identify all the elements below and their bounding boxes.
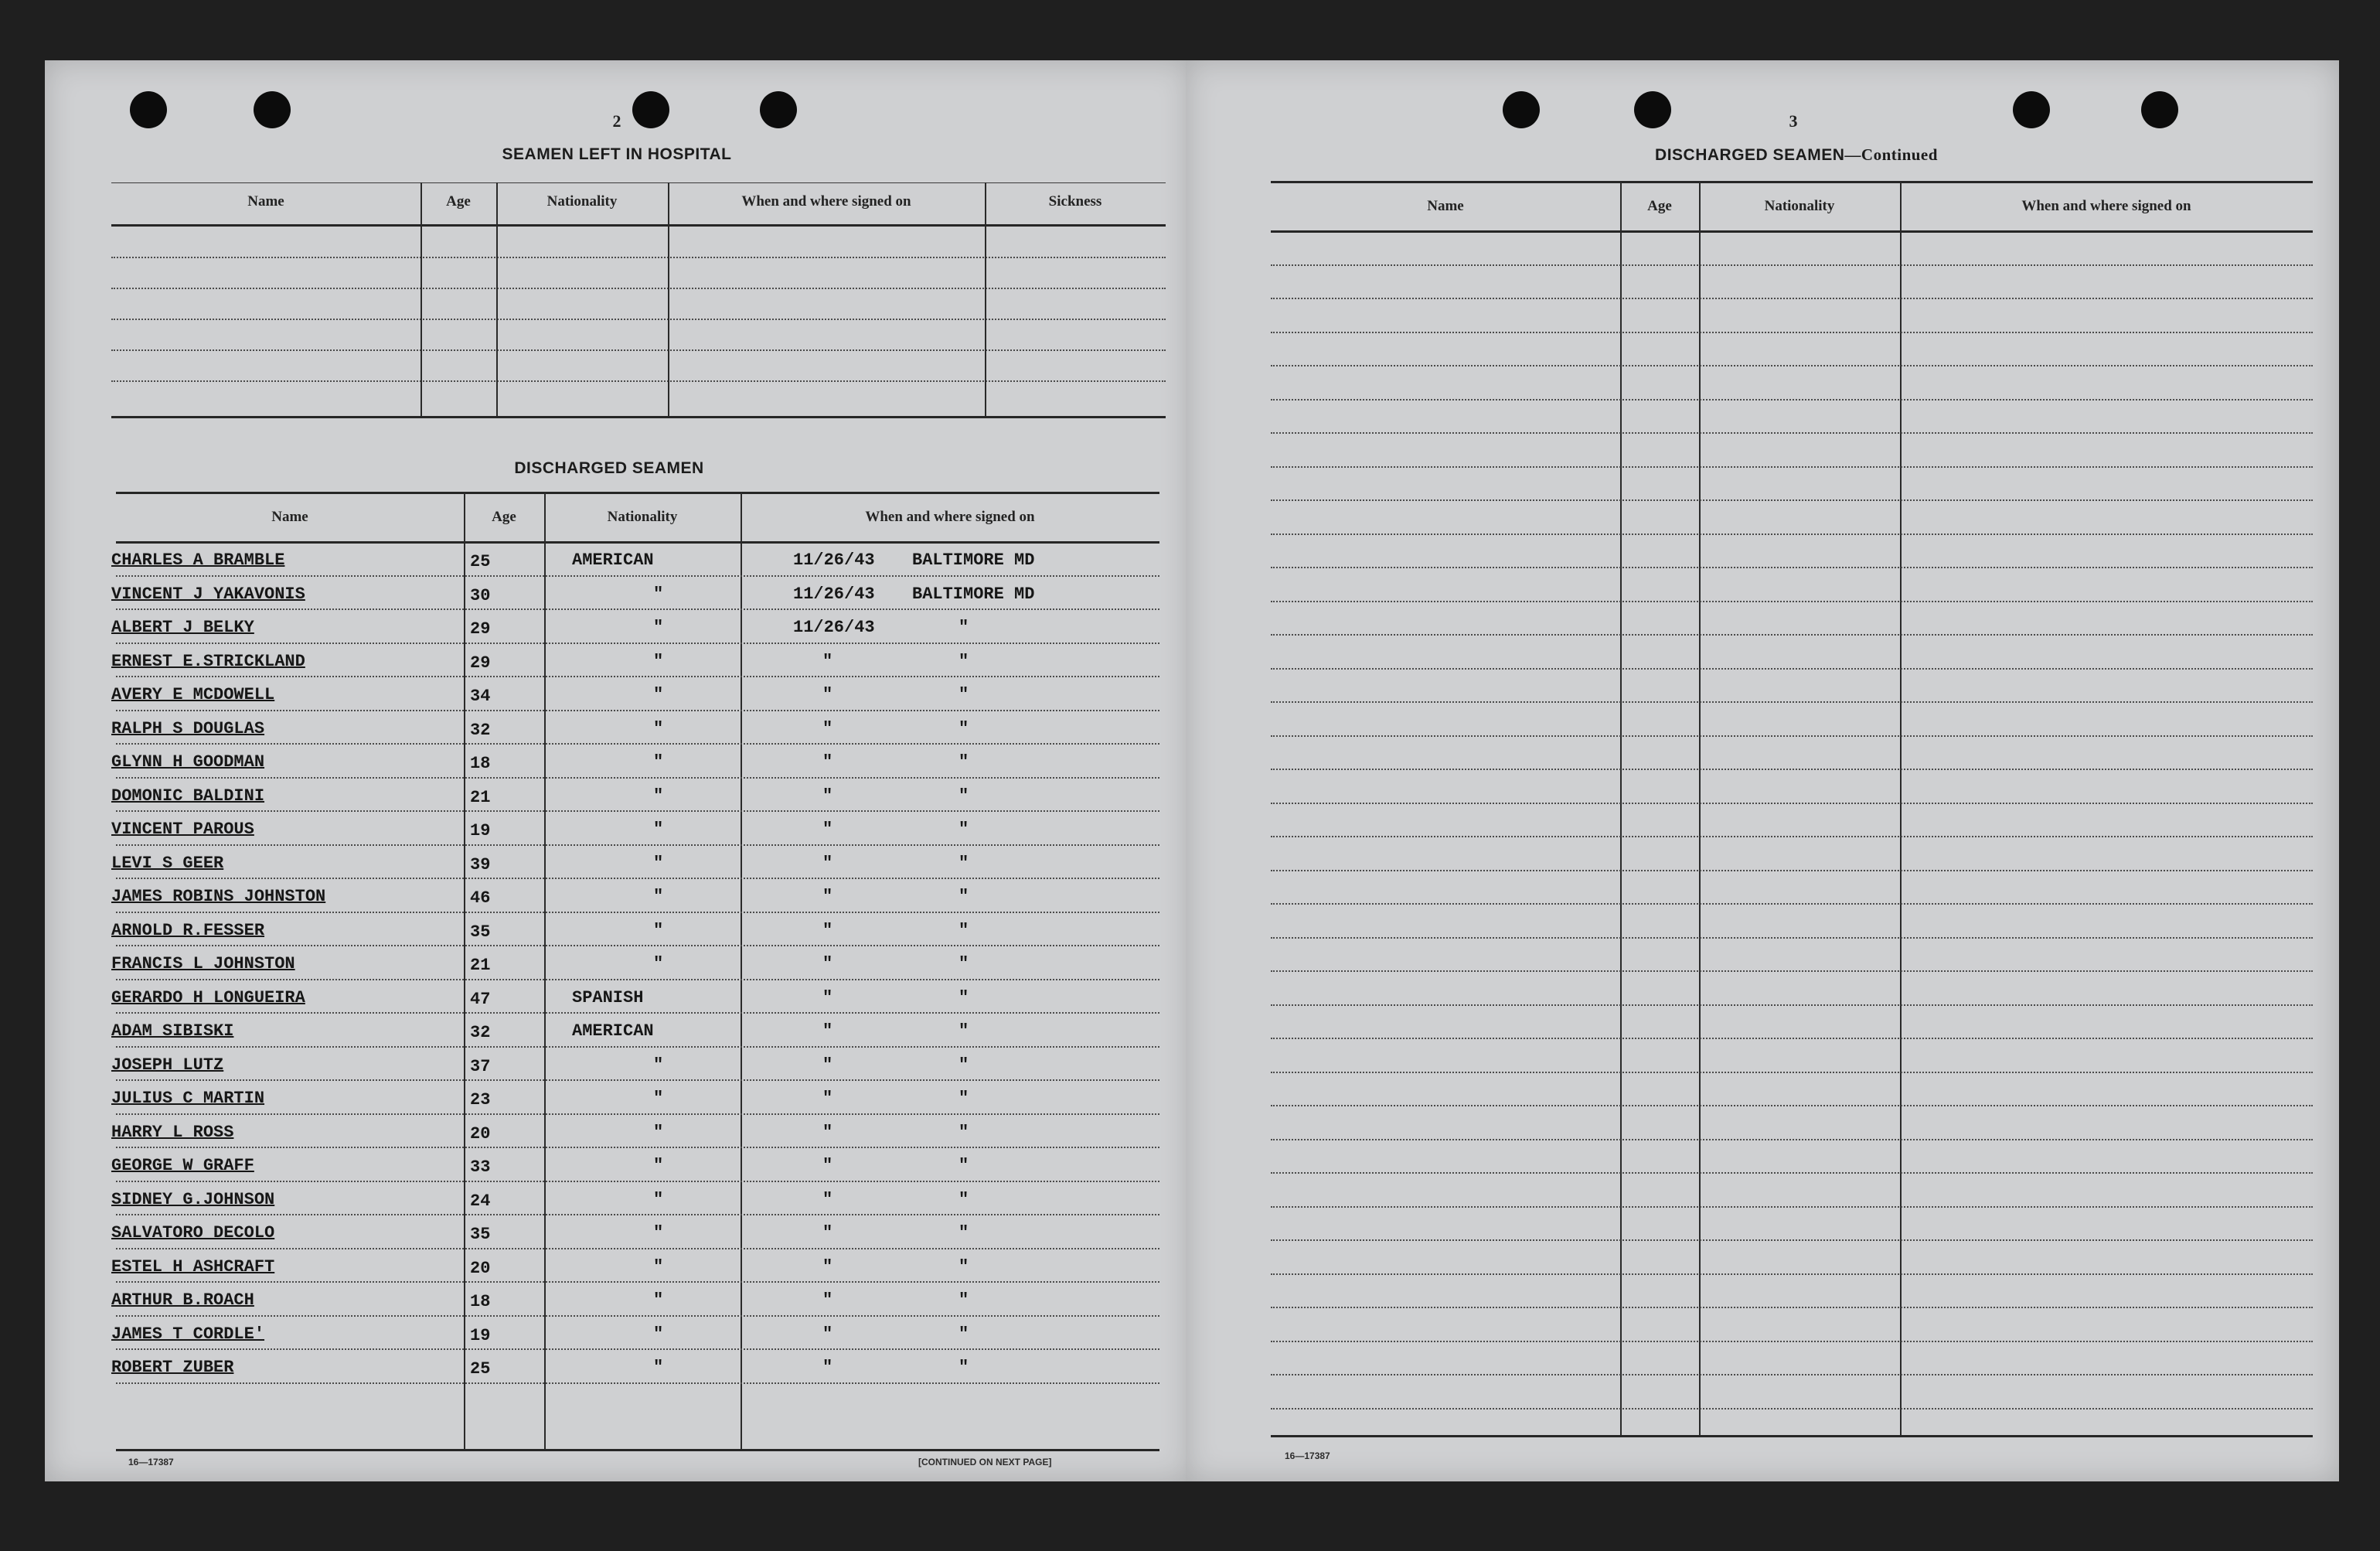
col-header-sickness: Sickness xyxy=(1048,193,1102,210)
signed-on-place: " xyxy=(958,920,969,940)
signed-on-date: " xyxy=(822,752,833,772)
title-main: DISCHARGED SEAMEN xyxy=(1655,146,1845,164)
signed-on-date: " xyxy=(822,1122,833,1142)
discharged-section-title: DISCHARGED SEAMEN xyxy=(514,459,704,477)
seaman-age: 34 xyxy=(470,687,491,706)
hospital-section-title: SEAMEN LEFT IN HOSPITAL xyxy=(502,145,732,163)
signed-on-place: " xyxy=(958,1055,969,1075)
seaman-name: ERNEST E.STRICKLAND xyxy=(111,651,305,671)
seaman-nationality: " xyxy=(653,685,664,704)
seaman-name: GLYNN H GOODMAN xyxy=(111,752,265,772)
signed-on-place: " xyxy=(958,1089,969,1108)
signed-on-date: " xyxy=(822,786,833,806)
seaman-nationality: " xyxy=(653,1290,664,1310)
continued-table xyxy=(1271,181,2313,1449)
seaman-age: 29 xyxy=(470,653,491,673)
seaman-name: SIDNEY G.JOHNSON xyxy=(111,1189,275,1209)
signed-on-place: " xyxy=(958,718,969,738)
seaman-age: 19 xyxy=(470,1325,491,1345)
signed-on-place: " xyxy=(958,853,969,873)
seaman-nationality: " xyxy=(653,1324,664,1344)
seaman-name: RALPH S DOUGLAS xyxy=(111,718,265,738)
seaman-nationality: " xyxy=(653,718,664,738)
punch-hole xyxy=(1503,91,1540,128)
seaman-nationality: " xyxy=(653,584,664,604)
seaman-age: 18 xyxy=(470,754,491,773)
signed-on-place: " xyxy=(958,752,969,772)
seaman-nationality: " xyxy=(653,1256,664,1277)
seaman-age: 32 xyxy=(470,1023,491,1042)
seaman-nationality: " xyxy=(653,954,664,973)
seaman-age: 24 xyxy=(470,1191,491,1211)
left-page xyxy=(45,60,1190,1481)
punch-hole xyxy=(760,91,797,128)
col-header-age: Age xyxy=(446,193,471,210)
punch-hole xyxy=(2141,91,2178,128)
seaman-name: VINCENT PAROUS xyxy=(111,820,254,839)
seaman-nationality: " xyxy=(653,853,664,873)
form-code: 16—17387 xyxy=(1285,1450,1330,1461)
page-number: 3 xyxy=(1789,111,1798,131)
signed-on-place: " xyxy=(958,1290,969,1310)
discharged-table xyxy=(111,492,1159,1474)
signed-on-place: " xyxy=(958,1156,969,1175)
seaman-age: 25 xyxy=(470,552,491,571)
seaman-nationality: " xyxy=(653,920,664,940)
seaman-age: 20 xyxy=(470,1123,491,1144)
seaman-age: 39 xyxy=(470,854,491,874)
col-header-nationality: Nationality xyxy=(546,193,618,210)
punch-hole xyxy=(2013,91,2050,128)
seaman-nationality: " xyxy=(653,651,664,671)
signed-on-date: " xyxy=(822,820,833,839)
signed-on-date: " xyxy=(822,1156,833,1175)
seaman-nationality: " xyxy=(653,1358,664,1377)
signed-on-place: " xyxy=(958,618,969,637)
seaman-name: LEVI S GEER xyxy=(111,853,224,873)
signed-on-place: " xyxy=(958,954,969,973)
seaman-nationality: " xyxy=(653,618,664,637)
col-header-name: Name xyxy=(247,193,284,210)
col-header-signed-on: When and where signed on xyxy=(2021,198,2191,214)
col-header-age: Age xyxy=(1647,198,1672,214)
seaman-name: ALBERT J BELKY xyxy=(111,618,254,637)
signed-on-date: " xyxy=(822,853,833,873)
signed-on-date: " xyxy=(822,651,833,671)
seaman-name: JAMES ROBINS JOHNSTON xyxy=(111,887,326,906)
col-header-signed-on: When and where signed on xyxy=(865,509,1035,525)
signed-on-place: " xyxy=(958,685,969,704)
seaman-nationality: " xyxy=(653,752,664,772)
seaman-name: JULIUS C MARTIN xyxy=(111,1089,265,1108)
signed-on-place: " xyxy=(958,1189,969,1209)
seaman-age: 19 xyxy=(470,821,491,840)
signed-on-date: " xyxy=(822,718,833,738)
signed-on-date: " xyxy=(822,954,833,973)
col-header-name: Name xyxy=(1427,198,1464,214)
signed-on-date: " xyxy=(822,920,833,940)
punch-hole xyxy=(254,91,291,128)
right-page xyxy=(1186,60,2339,1481)
signed-on-place: BALTIMORE MD xyxy=(912,584,1035,604)
seaman-nationality: " xyxy=(653,1122,664,1142)
signed-on-place: BALTIMORE MD xyxy=(912,551,1035,570)
signed-on-place: " xyxy=(958,887,969,906)
col-header-nationality: Nationality xyxy=(607,509,678,525)
seaman-age: 33 xyxy=(470,1157,491,1177)
signed-on-date: 11/26/43 xyxy=(793,618,875,637)
seaman-name: ROBERT ZUBER xyxy=(111,1358,234,1377)
seaman-name: DOMONIC BALDINI xyxy=(111,786,265,806)
signed-on-date: 11/26/43 xyxy=(793,551,875,570)
seaman-nationality: SPANISH xyxy=(572,987,644,1007)
signed-on-date: 11/26/43 xyxy=(793,584,875,604)
seaman-age: 23 xyxy=(470,1090,491,1110)
seaman-name: ADAM SIBISKI xyxy=(111,1021,234,1041)
seaman-name: CHARLES A BRAMBLE xyxy=(111,551,285,570)
seaman-age: 46 xyxy=(470,888,491,908)
seaman-nationality: " xyxy=(653,1189,664,1209)
signed-on-place: " xyxy=(958,1256,969,1277)
seaman-age: 32 xyxy=(470,720,491,740)
signed-on-date: " xyxy=(822,1055,833,1075)
signed-on-date: " xyxy=(822,1189,833,1209)
signed-on-date: " xyxy=(822,1324,833,1344)
signed-on-date: " xyxy=(822,1021,833,1041)
title-suffix: —Continued xyxy=(1844,145,1938,164)
seaman-nationality: " xyxy=(653,1223,664,1243)
signed-on-place: " xyxy=(958,1358,969,1377)
signed-on-place: " xyxy=(958,651,969,671)
seaman-name: SALVATORO DECOLO xyxy=(111,1223,275,1243)
seaman-age: 35 xyxy=(470,922,491,942)
signed-on-place: " xyxy=(958,1122,969,1142)
seaman-nationality: " xyxy=(653,1156,664,1175)
signed-on-place: " xyxy=(958,1021,969,1041)
seaman-name: ARTHUR B.ROACH xyxy=(111,1290,254,1310)
seaman-nationality: " xyxy=(653,1055,664,1075)
seaman-age: 21 xyxy=(470,956,491,975)
seaman-nationality: " xyxy=(653,1089,664,1108)
continued-note: [CONTINUED ON NEXT PAGE] xyxy=(918,1457,1052,1467)
signed-on-place: " xyxy=(958,987,969,1007)
seaman-age: 35 xyxy=(470,1225,491,1244)
col-header-nationality: Nationality xyxy=(1764,198,1835,214)
seaman-name: AVERY E MCDOWELL xyxy=(111,685,275,704)
signed-on-place: " xyxy=(958,820,969,839)
seaman-name: ESTEL H ASHCRAFT xyxy=(111,1256,275,1277)
seaman-nationality: " xyxy=(653,786,664,806)
seaman-nationality: AMERICAN xyxy=(572,551,654,570)
seaman-name: ARNOLD R.FESSER xyxy=(111,920,265,940)
signed-on-date: " xyxy=(822,887,833,906)
hospital-table xyxy=(111,182,1166,438)
signed-on-date: " xyxy=(822,1089,833,1108)
seaman-name: GERARDO H LONGUEIRA xyxy=(111,987,305,1007)
seaman-nationality: " xyxy=(653,887,664,906)
seaman-name: JOSEPH LUTZ xyxy=(111,1055,224,1075)
signed-on-place: " xyxy=(958,1324,969,1344)
form-code: 16—17387 xyxy=(128,1457,174,1467)
signed-on-date: " xyxy=(822,1256,833,1277)
seaman-name: FRANCIS L JOHNSTON xyxy=(111,954,295,973)
seaman-nationality: " xyxy=(653,820,664,839)
signed-on-date: " xyxy=(822,1223,833,1243)
seaman-age: 21 xyxy=(470,787,491,807)
signed-on-date: " xyxy=(822,685,833,704)
col-header-name: Name xyxy=(271,509,308,525)
seaman-age: 18 xyxy=(470,1292,491,1311)
col-header-age: Age xyxy=(492,509,516,525)
signed-on-date: " xyxy=(822,987,833,1007)
col-header-signed-on: When and where signed on xyxy=(741,193,911,210)
seaman-age: 37 xyxy=(470,1056,491,1076)
seaman-age: 29 xyxy=(470,619,491,639)
seaman-name: GEORGE W GRAFF xyxy=(111,1156,254,1175)
seaman-name: HARRY L ROSS xyxy=(111,1122,234,1142)
seaman-age: 30 xyxy=(470,585,491,605)
punch-hole xyxy=(1634,91,1671,128)
seaman-age: 47 xyxy=(470,989,491,1009)
seaman-age: 20 xyxy=(470,1258,491,1278)
discharged-continued-title xyxy=(1595,145,1997,165)
signed-on-place: " xyxy=(958,786,969,806)
signed-on-date: " xyxy=(822,1290,833,1310)
punch-hole xyxy=(130,91,167,128)
seaman-age: 25 xyxy=(470,1359,491,1379)
seaman-name: JAMES T CORDLE' xyxy=(111,1324,265,1344)
seaman-name: VINCENT J YAKAVONIS xyxy=(111,584,305,604)
page-number: 2 xyxy=(612,111,621,131)
seaman-nationality: AMERICAN xyxy=(572,1021,654,1041)
signed-on-date: " xyxy=(822,1358,833,1377)
signed-on-place: " xyxy=(958,1223,969,1243)
